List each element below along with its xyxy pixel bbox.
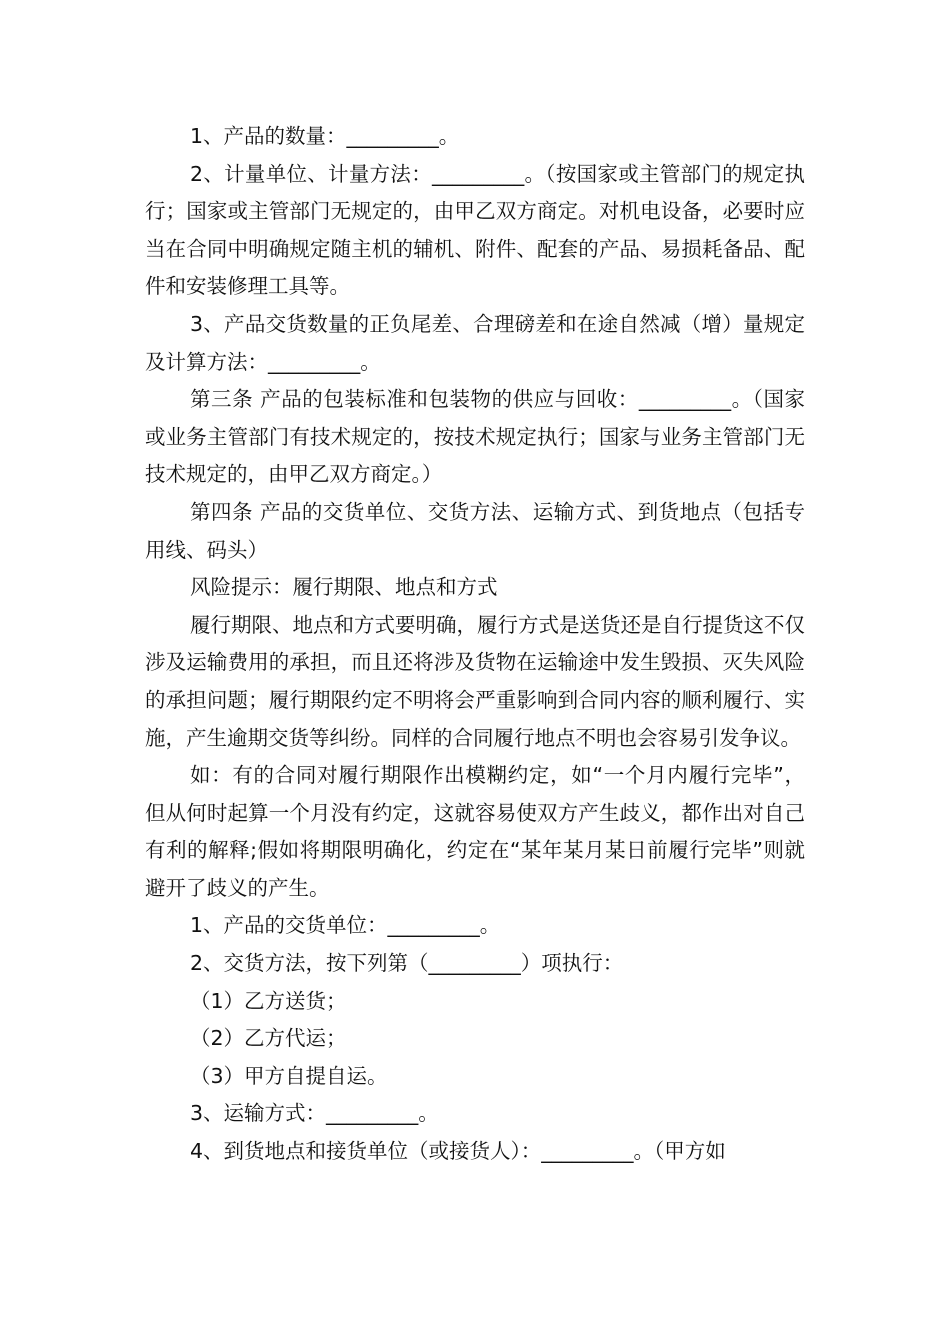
- risk-notice-body: 履行期限、地点和方式要明确，履行方式是送货还是自行提货这不仅涉及运输费用的承担，而且还将涉及货物在运输途中发生毁损、灭失风险的承担问题；履行期限约定不明将会严重影响到合同内容的顺利履行、实施，产生逾期交货等纠纷。同样的合同履行地点不明也会容易引发争议。: [145, 612, 805, 750]
- clause-delivery-method: 2、交货方法，按下列第（_________）项执行：: [190, 951, 624, 976]
- delivery-option-2: （2）乙方代运；: [190, 1026, 347, 1051]
- clause-tolerance: 3、产品交货数量的正负尾差、合理磅差和在途自然减（增）量规定及计算方法：_________。: [145, 311, 805, 374]
- delivery-option-1: （1）乙方送货；: [190, 988, 347, 1013]
- clause-delivery-unit: 1、产品的交货单位：_________。: [190, 913, 501, 938]
- risk-notice-example: 如：有的合同对履行期限作出模糊约定，如“一个月内履行完毕”，但从何时起算一个月没有约定，这就容易使双方产生歧义，都作出对自己有利的解释;假如将期限明确化，约定在“某年某月某日前履行完毕”则就避开了歧义的产生。: [145, 763, 805, 900]
- clause-measurement-unit: 2、计量单位、计量方法：_________。（按国家或主管部门的规定执行；国家或主管部门无规定的，由甲乙双方商定。对机电设备，必要时应当在合同中明确规定随主机的辅机、附件、配套的产品、易损耗备品、配件和安装修理工具等。: [145, 161, 805, 299]
- clause-quantity: 1、产品的数量：_________。: [190, 124, 460, 148]
- risk-notice-heading: 风险提示：履行期限、地点和方式: [190, 575, 498, 600]
- clause-transport-mode: 3、运输方式：_________。: [190, 1101, 439, 1126]
- article-three-packaging: 第三条 产品的包装标准和包装物的供应与回收：_________。（国家或业务主管部门有技术规定的，按技术规定执行；国家与业务主管部门无技术规定的，由甲乙双方商定。）: [145, 387, 805, 487]
- document-body: [145, 118, 805, 1171]
- delivery-option-3: （3）甲方自提自运。: [190, 1063, 388, 1088]
- article-four-delivery: 第四条 产品的交货单位、交货方法、运输方式、到货地点（包括专用线、码头）: [145, 499, 805, 562]
- clause-destination: 4、到货地点和接货单位（或接货人）：_________。（甲方如: [190, 1139, 726, 1164]
